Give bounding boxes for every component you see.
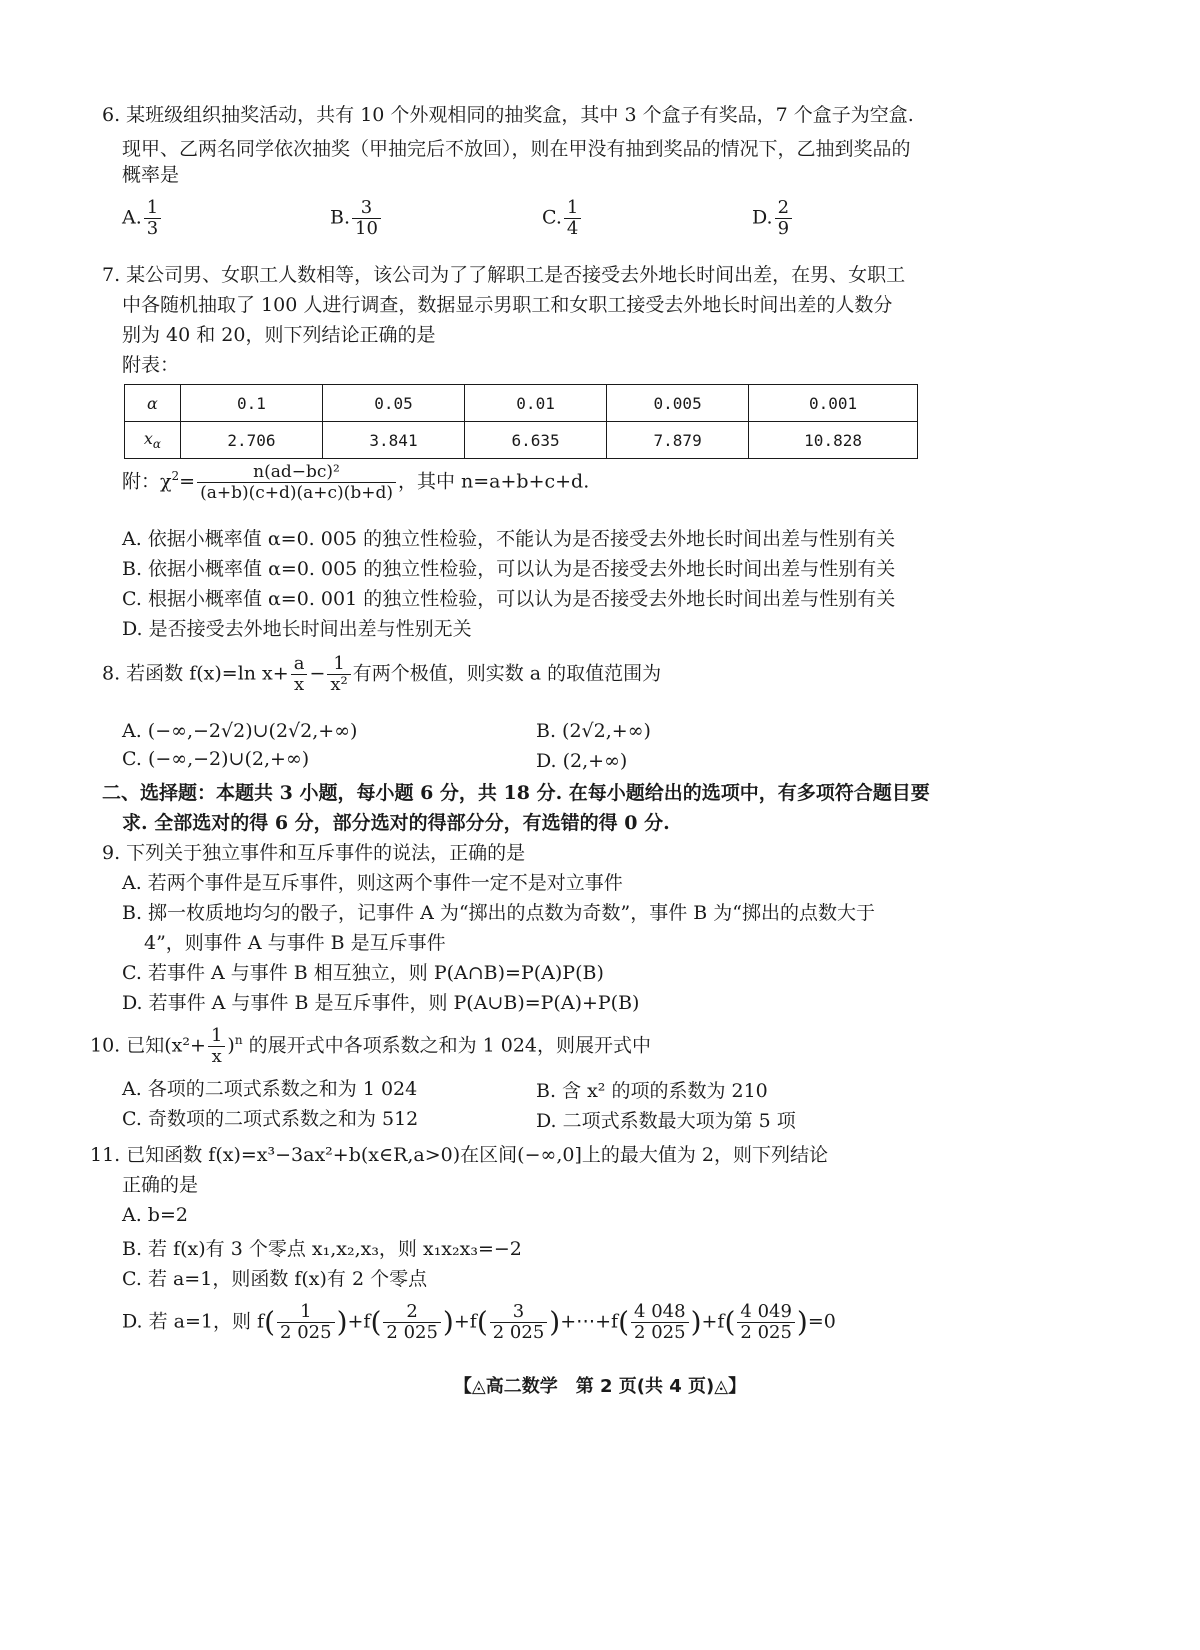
q6-option-b: B. $\frac{3}{10}$ — [330, 198, 383, 239]
q10-option-c: C. 奇数项的二项式系数之和为 512 — [122, 1108, 419, 1130]
q9-option-d: D. 若事件 A 与事件 B 是互斥事件，则 P(A∪B)=P(A)+P(B) — [122, 992, 640, 1014]
q7-option-d: D. 是否接受去外地长时间出差与性别无关 — [122, 618, 472, 640]
q6-option-c: C. $\frac{1}{4}$ — [542, 198, 583, 239]
table-row — [125, 385, 918, 422]
q11-option-a: A. b=2 — [122, 1204, 188, 1226]
q6-option-d: D. $\frac{2}{9}$ — [752, 198, 794, 239]
page-footer: 【◬高二数学 第 2 页(共 4 页)◬】 — [453, 1376, 747, 1397]
table-cell: α — [125, 385, 181, 422]
section-2-heading-line-2: 求. 全部选对的得 6 分，部分选对的得部分分，有选错的得 0 分. — [122, 812, 670, 834]
table-cell: 2.706 — [180, 422, 322, 459]
chi-square-formula: 附：$\chi^2=$ $\frac{\text{n(ad−bc)²}}{(a+b)(c+d)(a+c)(b+d)}$ ，其中 n=a+b+c+d. — [122, 462, 590, 503]
table-row — [125, 422, 918, 459]
q7-line-2: 中各随机抽取了 100 人进行调查，数据显示男职工和女职工接受去外地长时间出差的人数分 — [122, 294, 893, 316]
table-cell: 0.01 — [465, 385, 607, 422]
q9-option-c: C. 若事件 A 与事件 B 相互独立，则 P(A∩B)=P(A)P(B) — [122, 962, 604, 984]
table-cell: 0.05 — [322, 385, 464, 422]
table-cell: 0.005 — [607, 385, 749, 422]
section-2-heading-line-1: 二、选择题：本题共 3 小题，每小题 6 分，共 18 分. 在每小题给出的选项中，有多项符合题目要 — [102, 782, 930, 804]
table-cell: $x_\alpha$ — [125, 422, 181, 459]
q8-option-b: B. (2√2,+∞) — [536, 720, 651, 742]
q11-line-1: 11. 已知函数 f(x)=x³−3ax²+b(x∈R,a>0)在区间(−∞,0]上的最大值为 2，则下列结论 — [90, 1144, 828, 1166]
table-cell: 7.879 — [607, 422, 749, 459]
q11-option-d: D. 若 a=1，则 f( $\frac{1}{2 025}$ )+f( $\frac{2}{2 025}$ )+f( $\frac{3}{2 025}$ )+⋯+f( $\frac{4 048}{2 025}$ )+f( $\frac{4 049}{2 025}$ )=0 — [122, 1301, 836, 1343]
q7-option-c: C. 根据小概率值 α=0. 001 的独立性检验，可以认为是否接受去外地长时间出差与性别有关 — [122, 588, 896, 610]
table-cell: 6.635 — [465, 422, 607, 459]
q8-stem: 8. 若函数 f(x)=ln x+ $\frac{a}{x}$ − $\frac{1}{\text{x²}}$ 有两个极值，则实数 a 的取值范围为 — [102, 653, 662, 695]
q6-option-a: A. $\frac{1}{3}$ — [122, 198, 163, 239]
table-cell: 3.841 — [322, 422, 464, 459]
q8-option-c: C. (−∞,−2)∪(2,+∞) — [122, 748, 310, 770]
q6-line-2: 现甲、乙两名同学依次抽奖（甲抽完后不放回），则在甲没有抽到奖品的情况下，乙抽到奖品的 — [122, 138, 911, 160]
q8-option-d: D. (2,+∞) — [536, 750, 628, 772]
q10-option-a: A. 各项的二项式系数之和为 1 024 — [122, 1078, 418, 1100]
q10-option-d: D. 二项式系数最大项为第 5 项 — [536, 1110, 796, 1132]
q7-line-1: 7. 某公司男、女职工人数相等，该公司为了了解职工是否接受去外地长时间出差，在男、女职工 — [102, 264, 906, 286]
table-cell: 10.828 — [749, 422, 918, 459]
critical-value-table — [124, 384, 918, 459]
q7-line-3: 别为 40 和 20，则下列结论正确的是 — [122, 324, 436, 346]
table-cell: 0.1 — [180, 385, 322, 422]
q10-stem: 10. 已知(x²+ $\frac{1}{x}$ )$^n$ 的展开式中各项系数之和为 1 024，则展开式中 — [90, 1025, 652, 1067]
q7-appendix-label: 附表： — [122, 354, 180, 376]
q11-option-c: C. 若 a=1，则函数 f(x)有 2 个零点 — [122, 1268, 428, 1290]
q9-option-b-line-1: B. 掷一枚质地均匀的骰子，记事件 A 为“掷出的点数为奇数”，事件 B 为“掷出的点数大于 — [122, 902, 876, 924]
table-cell: 0.001 — [749, 385, 918, 422]
q9-stem: 9. 下列关于独立事件和互斥事件的说法，正确的是 — [102, 842, 526, 864]
q8-option-a: A. (−∞,−2√2)∪(2√2,+∞) — [122, 720, 358, 742]
q7-option-a: A. 依据小概率值 α=0. 005 的独立性检验，不能认为是否接受去外地长时间出差与性别有关 — [122, 528, 896, 550]
q10-option-b: B. 含 x² 的项的系数为 210 — [536, 1080, 768, 1102]
q7-option-b: B. 依据小概率值 α=0. 005 的独立性检验，可以认为是否接受去外地长时间出差与性别有关 — [122, 558, 896, 580]
q9-option-b-line-2: 4”，则事件 A 与事件 B 是互斥事件 — [144, 932, 446, 954]
q11-line-2: 正确的是 — [122, 1174, 199, 1196]
q9-option-a: A. 若两个事件是互斥事件，则这两个事件一定不是对立事件 — [122, 872, 623, 894]
q11-option-b: B. 若 f(x)有 3 个零点 x₁,x₂,x₃，则 x₁x₂x₃=−2 — [122, 1238, 522, 1260]
q6-line-3: 概率是 — [122, 164, 180, 186]
q6-line-1: 6. 某班级组织抽奖活动，共有 10 个外观相同的抽奖盒，其中 3 个盒子有奖品，7 个盒子为空盒. — [102, 104, 914, 126]
